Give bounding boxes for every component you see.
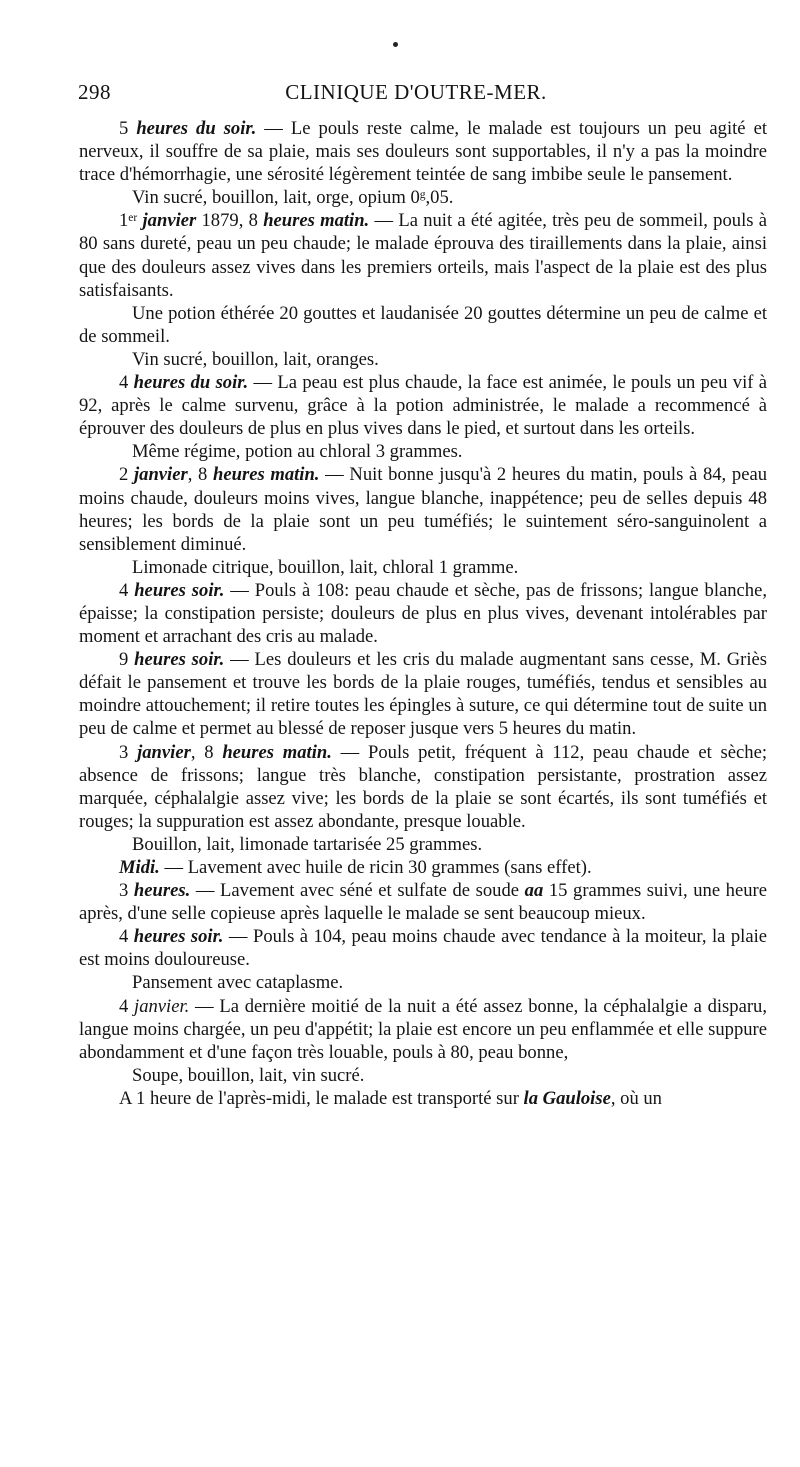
text-run: ,05. — [425, 187, 454, 209]
text-run: 4 — [119, 995, 135, 1017]
text-run: 15 grammes suivi, une heure après, d'une selle copieuse après laquelle le malade se sent beaucoup mieux. — [79, 880, 767, 925]
emphasis-text: heures du soir. — [133, 372, 249, 394]
superscript-text: g — [419, 189, 426, 202]
text-run: Limonade citrique, bouillon, lait, chloral 1 gramme. — [132, 556, 519, 578]
text-run: — Le pouls reste calme, le malade est toujours un peu agité et nerveux, il souffre de sa plaie, mais ses douleurs sont supportables, il n'y a pas la moindre trace d'hémorrhagie, une sérosité légèrement teintée de sang imbibe seule le pansement. — [79, 118, 767, 186]
text-run: , 8 — [190, 741, 223, 763]
text-run: Bouillon, lait, limonade tartarisée 25 grammes. — [132, 833, 483, 855]
paragraph — [79, 1064, 767, 1087]
emphasis-text: heures soir. — [133, 926, 224, 948]
body-text — [79, 117, 767, 1110]
ink-dot — [393, 42, 398, 47]
paragraph — [79, 440, 767, 463]
text-run: 2 — [119, 464, 134, 486]
text-run: 1 — [119, 210, 129, 232]
emphasis-text: heures soir. — [134, 579, 225, 601]
text-run: — Pouls à 104, peau moins chaude avec tendance à la moiteur, la plaie est moins douloureuse. — [79, 926, 767, 971]
emphasis-text: heures. — [133, 880, 191, 902]
page-number: 298 — [78, 80, 111, 104]
paragraph — [79, 117, 767, 186]
emphasis-text: la Gauloise — [523, 1087, 611, 1109]
text-run: Même régime, potion au chloral 3 grammes. — [132, 441, 463, 463]
emphasis-text: heures matin. — [263, 210, 370, 232]
text-run: , où un — [610, 1087, 662, 1109]
paragraph — [79, 995, 767, 1064]
paragraph — [79, 348, 767, 371]
emphasis-text: heures matin. — [222, 741, 332, 763]
paragraph — [79, 302, 767, 348]
text-run: — La nuit a été agitée, très peu de sommeil, pouls à 80 sans dureté, peau un peu chaude; le malade éprouva des tiraillements dans la plaie, ainsi que des douleurs assez vives dans les premiers orteils, mais l'aspect de la plaie est des plus satisfaisants. — [79, 210, 767, 301]
emphasis-text: janvier. — [134, 995, 190, 1017]
text-run: — Nuit bonne jusqu'à 2 heures du matin, pouls à 84, peau moins chaude, douleurs moins vives, langue blanche, inappétence; peu de selles depuis 48 heures; les bords de la plaie sont un peu tuméfiés; le suintement séro-sanguinolent a sensiblement diminué. — [79, 464, 767, 555]
text-run: A 1 heure de l'après-midi, le malade est transporté sur — [119, 1087, 524, 1109]
paragraph — [79, 1087, 767, 1110]
running-title: CLINIQUE D'OUTRE-MER. — [285, 80, 547, 104]
paragraph — [79, 186, 767, 209]
paragraph — [79, 371, 767, 440]
emphasis-text: Midi. — [119, 857, 160, 878]
text-run: — Pouls à 108: peau chaude et sèche, pas de frissons; langue blanche, épaisse; la constipation persiste; douleurs de plus en plus vives, devenant intolérables par moment et arrachant des cris au malade. — [79, 579, 767, 648]
emphasis-text: heures matin. — [213, 464, 320, 486]
paragraph — [79, 925, 767, 971]
running-header — [74, 80, 758, 106]
text-run: — La peau est plus chaude, la face est animée, le pouls un peu vif à 92, après le calme survenu, grâce à la potion administrée, le malade a recommencé à éprouver des douleurs de plus en plus vives dans le pied, et surtout dans les orteils. — [79, 372, 767, 440]
text-run: 3 — [119, 741, 138, 763]
emphasis-text: janvier — [133, 464, 188, 486]
text-run: 4 — [119, 579, 135, 601]
text-run: , 8 — [187, 464, 214, 486]
paragraph — [79, 833, 767, 856]
paragraph — [79, 556, 767, 579]
text-run: Vin sucré, bouillon, lait, orge, opium 0 — [132, 187, 420, 209]
text-run: Soupe, bouillon, lait, vin sucré. — [132, 1064, 365, 1086]
paragraph — [79, 741, 767, 833]
emphasis-text: aa — [524, 880, 544, 902]
text-run: 4 — [119, 372, 134, 394]
text-run: — Pouls petit, fréquent à 112, peau chaude et sèche; absence de frissons; langue très blanche, constipation persistante, prostration assez marquée, céphalalgie assez vive; les bords de la plaie se sont écartés, ils sont tuméfiés et rouges; la suppuration est assez abondante, presque louable. — [79, 741, 767, 832]
text-run: 1879, 8 — [196, 210, 264, 232]
paragraph — [79, 971, 767, 994]
emphasis-text: heures soir. — [134, 649, 225, 671]
paragraph — [79, 879, 767, 925]
text-run: Vin sucré, bouillon, lait, oranges. — [132, 348, 379, 370]
text-run: — Lavement avec séné et sulfate de soude — [190, 880, 525, 902]
text-run: 5 — [119, 118, 137, 139]
text-run: — Les douleurs et les cris du malade augmentant sans cesse, M. Griès défait le pansement et trouve les bords de la plaie rouges, tuméfiés, tendus et sensibles au moindre attouchement; il retire toutes les épingles à suture, ce qui détermine tout de suite un peu de calme et permet au blessé de reposer jusque vers 5 heures du matin. — [79, 649, 768, 740]
text-run: 3 — [119, 880, 134, 902]
text-run: 4 — [119, 926, 134, 948]
text-run: Une potion éthérée 20 gouttes et laudanisée 20 gouttes détermine un peu de calme et de sommeil. — [79, 302, 767, 347]
emphasis-text: janvier — [137, 741, 191, 763]
paragraph — [79, 579, 767, 648]
text-run: — La dernière moitié de la nuit a été assez bonne, la céphalalgie a disparu, langue moins chargée, un peu d'appétit; la plaie est encore un peu enflammée et elle suppure abondamment et d'une façon très louable, pouls à 80, peau bonne, — [79, 995, 767, 1063]
text-run: — Lavement avec huile de ricin 30 grammes (sans effet). — [159, 857, 592, 878]
paragraph — [79, 856, 767, 879]
paragraph — [79, 209, 767, 301]
paragraph — [79, 463, 767, 555]
superscript-text: er — [128, 212, 138, 225]
text-run: 9 — [119, 649, 135, 671]
emphasis-text: janvier — [137, 210, 197, 232]
emphasis-text: heures du soir. — [136, 118, 257, 139]
text-run: Pansement avec cataplasme. — [132, 972, 344, 994]
paragraph — [79, 648, 767, 740]
